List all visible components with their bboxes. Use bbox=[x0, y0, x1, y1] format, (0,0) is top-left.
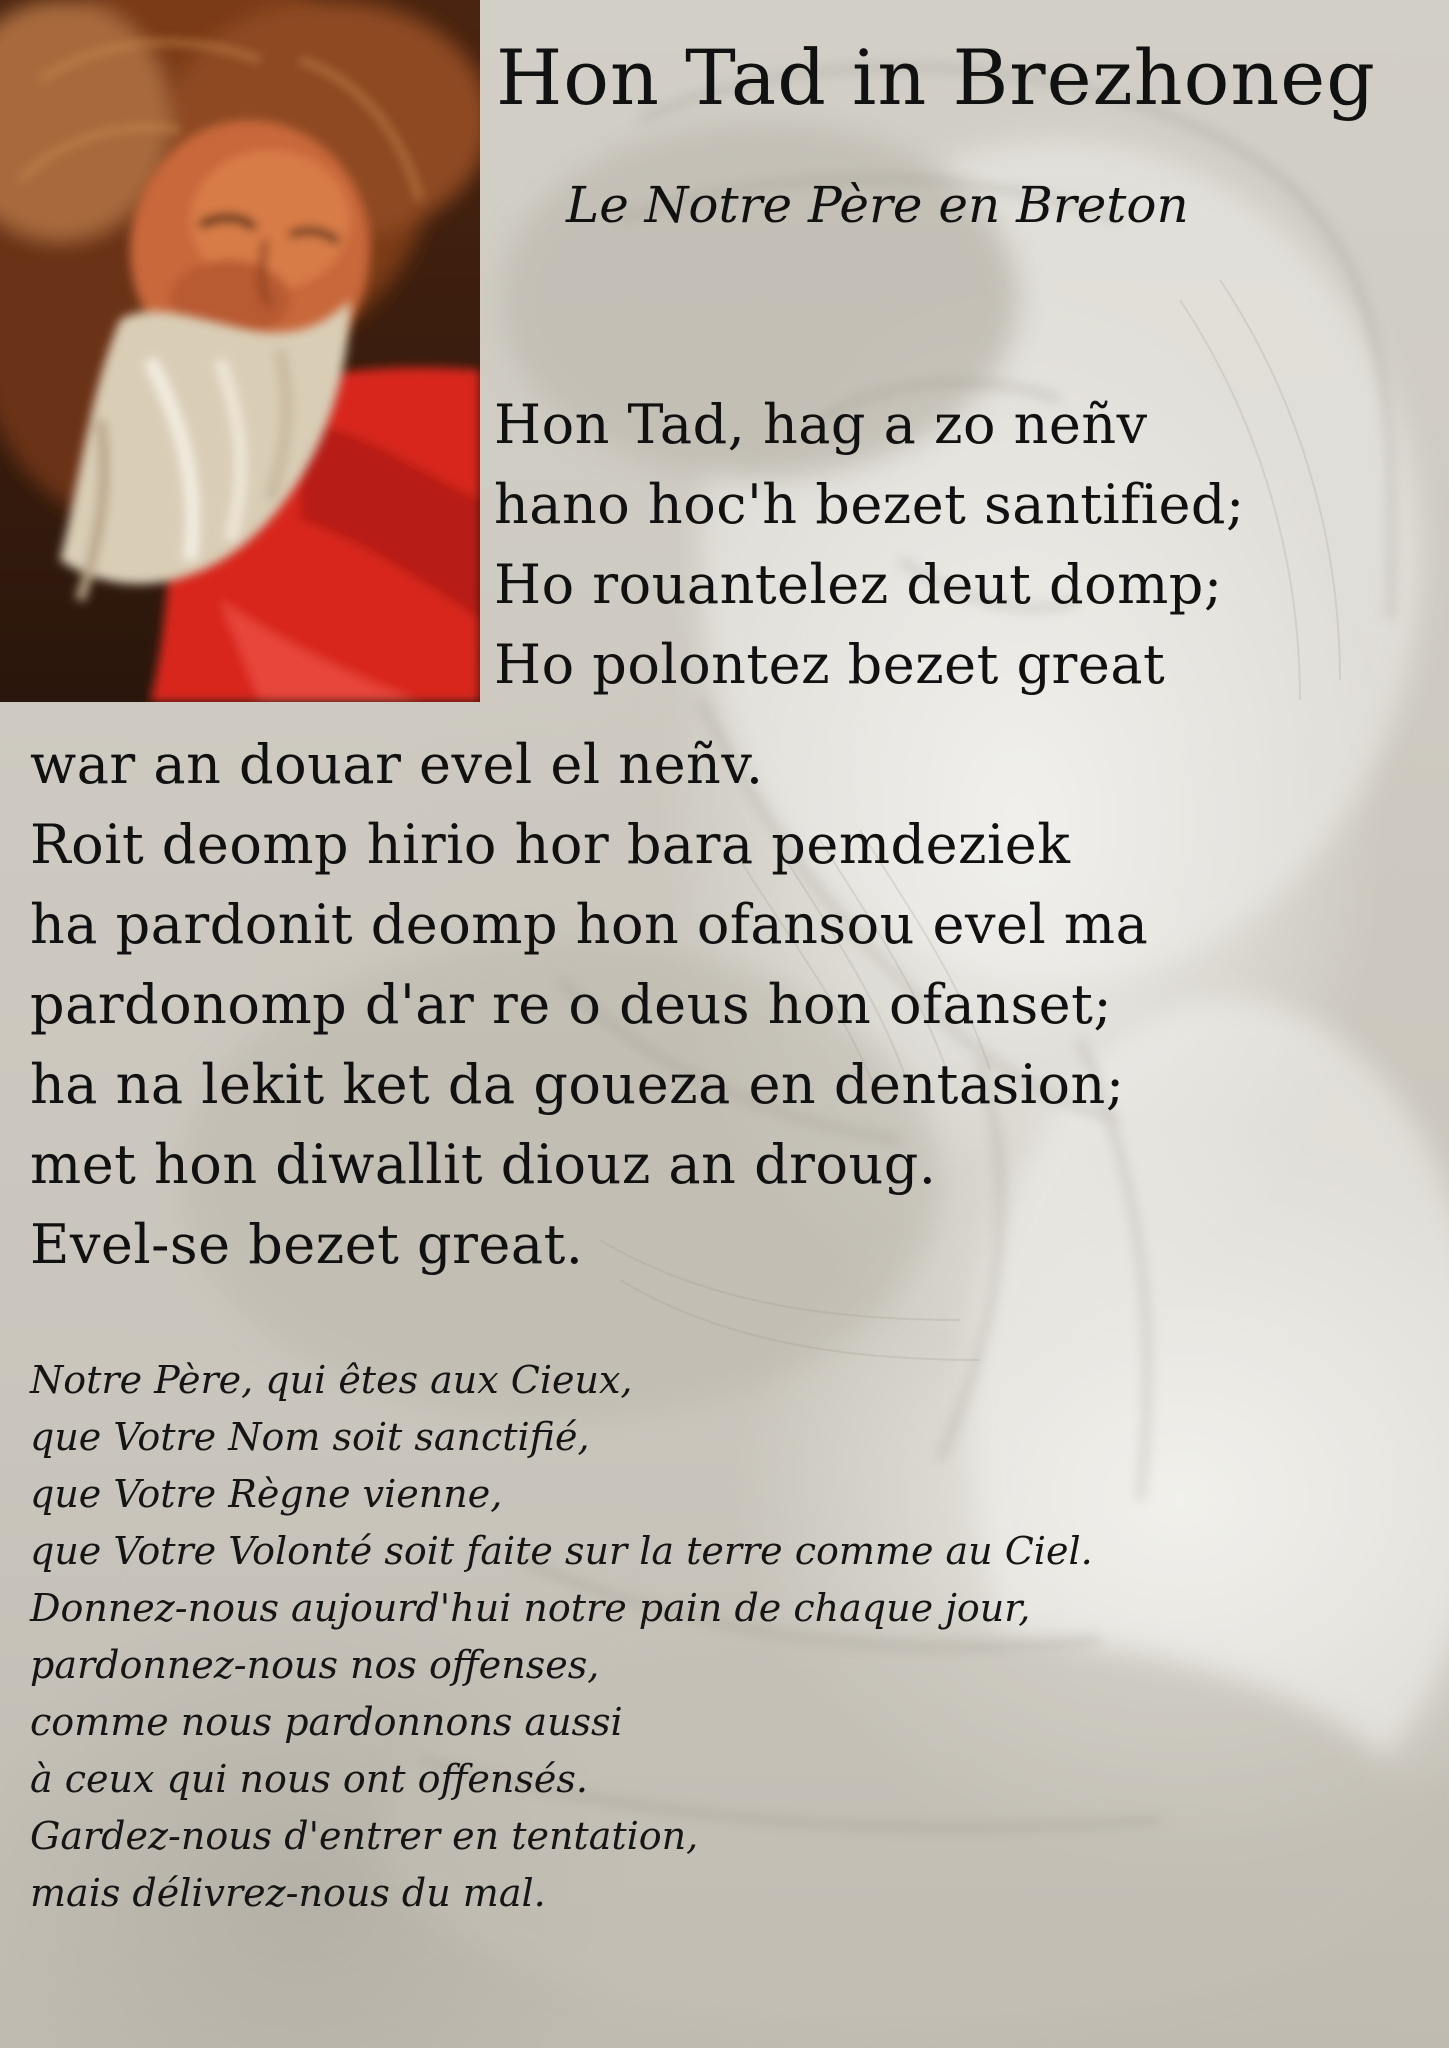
breton-line: war an douar evel el neñv. bbox=[30, 733, 764, 796]
portrait-icon bbox=[0, 0, 480, 702]
french-line: Donnez-nous aujourd'hui notre pain de chaque jour, bbox=[30, 1586, 1031, 1630]
breton-line: Roit deomp hirio hor bara pemdeziek bbox=[30, 813, 1071, 876]
page-title: Hon Tad in Brezhoneg bbox=[496, 33, 1376, 122]
french-line: Gardez-nous d'entrer en tentation, bbox=[30, 1814, 699, 1858]
breton-line: Ho rouantelez deut domp; bbox=[494, 553, 1223, 616]
french-line: comme nous pardonnons aussi bbox=[30, 1700, 623, 1744]
page-subtitle: Le Notre Père en Breton bbox=[566, 176, 1189, 234]
breton-line: met hon diwallit diouz an droug. bbox=[30, 1133, 937, 1196]
breton-line: Hon Tad, hag a zo neñv bbox=[494, 393, 1148, 456]
portrait-image bbox=[0, 0, 480, 702]
breton-line: Evel-se bezet great. bbox=[30, 1213, 584, 1276]
french-line: Notre Père, qui êtes aux Cieux, bbox=[30, 1358, 633, 1402]
french-line: à ceux qui nous ont offensés. bbox=[30, 1757, 588, 1801]
breton-line: ha pardonit deomp hon ofansou evel ma bbox=[30, 893, 1149, 956]
french-line: pardonnez-nous nos offenses, bbox=[30, 1643, 600, 1687]
french-line: que Votre Nom soit sanctifié, bbox=[30, 1415, 590, 1459]
breton-line: Ho polontez bezet great bbox=[494, 633, 1166, 696]
breton-line: ha na lekit ket da goueza en dentasion; bbox=[30, 1053, 1125, 1116]
breton-line: hano hoc'h bezet santified; bbox=[494, 473, 1245, 536]
breton-line: pardonomp d'ar re o deus hon ofanset; bbox=[30, 973, 1113, 1036]
french-prayer bbox=[30, 1352, 1430, 1922]
french-line: que Votre Volonté soit faite sur la terre comme au Ciel. bbox=[30, 1529, 1093, 1573]
french-line: mais délivrez-nous du mal. bbox=[30, 1871, 546, 1915]
french-line: que Votre Règne vienne, bbox=[30, 1472, 503, 1516]
